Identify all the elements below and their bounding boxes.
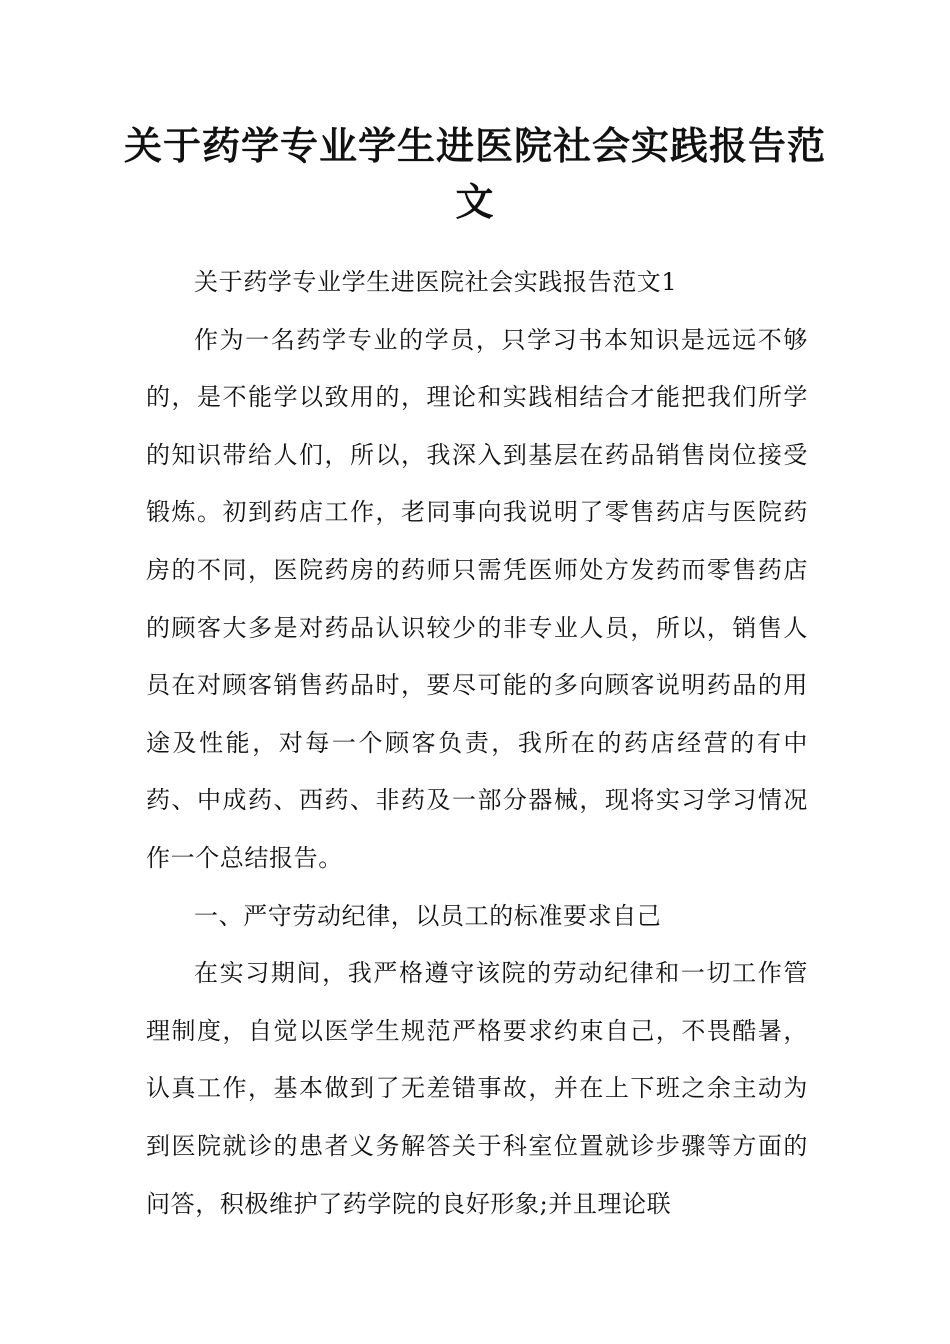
paragraph-section-1: 在实习期间，我严格遵守该院的劳动纪律和一切工作管理制度，自觉以医学生规范严格要求约束自己，不畏酷暑，认真工作，基本做到了无差错事故，并在上下班之余主动为到医院就诊的患者义务解答关于科室位置就诊步骤等方面的问答，积极维护了药学院的良好形象;并且理论联 bbox=[146, 959, 808, 1218]
paragraph-intro: 作为一名药学专业的学员，只学习书本知识是远远不够的，是不能学以致用的，理论和实践相结合才能把我们所学的知识带给人们，所以，我深入到基层在药品销售岗位接受锻炼。初到药店工作，老同事向我说明了零售药店与医院药房的不同，医院药房的药师只需凭医师处方发药而零售药店的顾客大多是对药品认识较少的非专业人员，所以，销售人员在对顾客销售药品时，要尽可能的多向顾客说明药品的用途及性能，对每一个顾客负责，我所在的药店经营的有中药、中成药、西药、非药及一部分器械，现将实习学习情况作一个总结报告。 bbox=[146, 325, 808, 872]
document-title: 关于药学专业学生进医院社会实践报告范文 bbox=[123, 124, 826, 224]
paragraph-heading-1: 关于药学专业学生进医院社会实践报告范文1 bbox=[194, 268, 678, 296]
section-heading-1: 一、严守劳动纪律，以员工的标准要求自己 bbox=[194, 901, 662, 930]
document-body bbox=[146, 254, 808, 1233]
